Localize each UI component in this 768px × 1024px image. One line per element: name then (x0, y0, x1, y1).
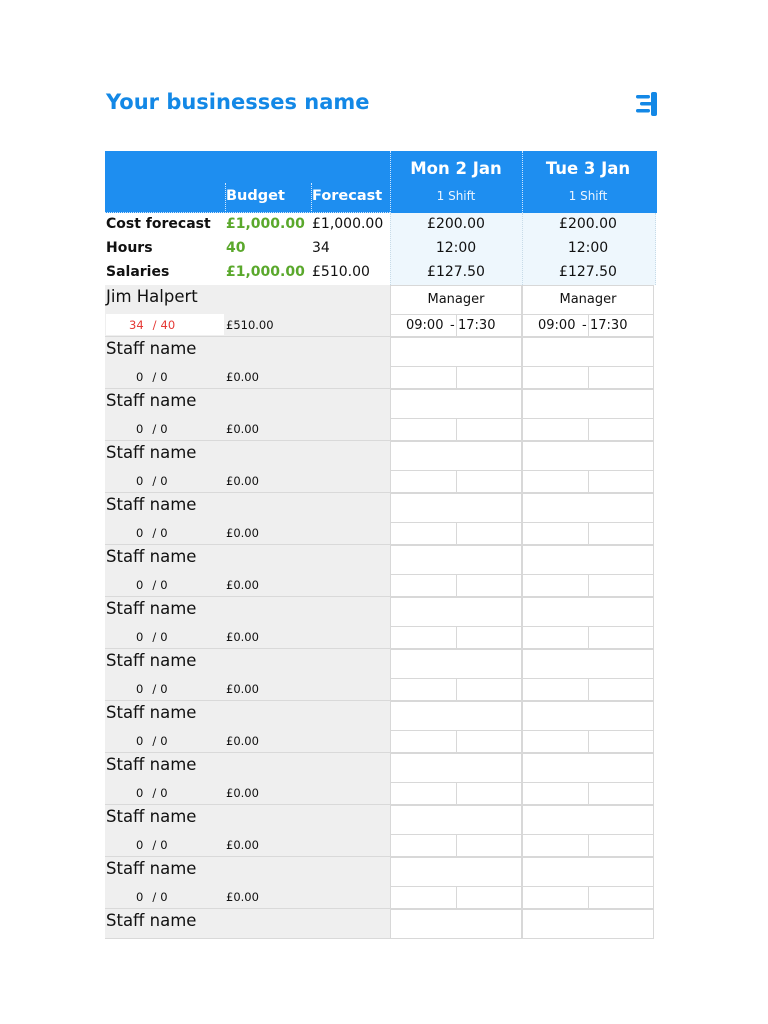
shift-end-time: 17:30 (590, 318, 628, 333)
staff-name[interactable]: Staff name (106, 911, 197, 930)
staff-row (105, 337, 657, 389)
summary-forecast: 34 (312, 240, 330, 256)
shift-time-cell[interactable] (390, 314, 522, 337)
time-split (588, 783, 589, 804)
staff-name[interactable]: Staff name (106, 703, 197, 722)
day-header-mon[interactable]: Mon 2 Jan (410, 159, 502, 178)
staff-row (105, 701, 657, 753)
staff-salary: £0.00 (226, 526, 259, 540)
hours-done: 0 (136, 526, 144, 540)
summary-forecast: £510.00 (312, 264, 370, 280)
shift-time-cell[interactable] (390, 366, 522, 389)
shift-role-cell[interactable] (390, 545, 522, 575)
shift-time-cell[interactable] (390, 834, 522, 857)
time-split (588, 523, 589, 544)
hours-separator: / (152, 682, 157, 696)
staff-info-panel (105, 337, 390, 389)
staff-name[interactable]: Staff name (106, 443, 197, 462)
hours-done: 0 (136, 734, 144, 748)
summary-label: Cost forecast (106, 216, 211, 232)
time-split (588, 679, 589, 700)
summary-day-value: 12:00 (567, 240, 609, 256)
shift-role-cell[interactable] (522, 545, 654, 575)
staff-salary: £0.00 (226, 682, 259, 696)
staff-salary: £510.00 (226, 318, 274, 332)
shift-role-cell[interactable] (390, 701, 522, 731)
shift-time-cell[interactable] (522, 314, 654, 337)
shift-role-cell[interactable] (522, 441, 654, 471)
staff-salary: £0.00 (226, 370, 259, 384)
shift-role-cell[interactable] (390, 805, 522, 835)
shift-role-cell[interactable] (522, 337, 654, 367)
shift-role-cell[interactable] (390, 337, 522, 367)
summary-budget: £1,000.00 (226, 216, 305, 232)
hours-separator: / (152, 578, 157, 592)
shift-role-cell[interactable] (522, 649, 654, 679)
summary-label: Salaries (106, 264, 170, 280)
time-split (456, 627, 457, 648)
summary-budget: £1,000.00 (226, 264, 305, 280)
time-split (588, 575, 589, 596)
staff-row (105, 649, 657, 701)
hours-separator: / (152, 734, 157, 748)
time-split (456, 887, 457, 908)
hours-separator: / (152, 370, 157, 384)
shift-time-cell[interactable] (390, 574, 522, 597)
shift-role: Manager (559, 292, 617, 307)
staff-salary: £0.00 (226, 786, 259, 800)
shift-time-cell[interactable] (522, 782, 654, 805)
shift-role-cell[interactable] (522, 389, 654, 419)
staff-hours (136, 422, 168, 436)
shift-time-cell[interactable] (390, 470, 522, 493)
shift-role-cell[interactable] (390, 285, 522, 315)
shift-time-cell[interactable] (390, 678, 522, 701)
shift-time-cell[interactable] (390, 418, 522, 441)
staff-hours (136, 370, 168, 384)
shift-start-time: 09:00 (406, 318, 444, 333)
shift-start-time: 09:00 (538, 318, 576, 333)
summary-day-value: 12:00 (435, 240, 477, 256)
shift-role-cell[interactable] (390, 857, 522, 887)
shift-time-cell[interactable] (522, 522, 654, 545)
summary-forecast: £1,000.00 (312, 216, 384, 232)
shift-time-cell[interactable] (522, 574, 654, 597)
time-dash: - (582, 318, 587, 333)
shift-time-cell[interactable] (522, 886, 654, 909)
forecast-column-header: Forecast (312, 188, 383, 204)
hours-done: 0 (136, 682, 144, 696)
time-split (456, 523, 457, 544)
staff-salary: £0.00 (226, 630, 259, 644)
staff-row (105, 857, 657, 909)
time-split (588, 471, 589, 492)
staff-name[interactable]: Staff name (106, 495, 197, 514)
budget-column-header: Budget (226, 188, 285, 204)
hours-total: 0 (160, 630, 168, 644)
hours-total: 0 (160, 890, 168, 904)
hours-separator: / (152, 318, 157, 332)
shift-time-cell[interactable] (522, 418, 654, 441)
hours-done: 0 (136, 474, 144, 488)
staff-info-panel (105, 701, 390, 753)
hours-done: 0 (136, 370, 144, 384)
staff-info-panel (105, 597, 390, 649)
shift-role-cell[interactable] (522, 857, 654, 887)
hours-separator: / (152, 630, 157, 644)
time-split (588, 315, 589, 336)
staff-info-panel (105, 857, 390, 909)
time-split (588, 835, 589, 856)
staff-row (105, 545, 657, 597)
time-split (456, 419, 457, 440)
hours-total: 0 (160, 838, 168, 852)
shift-time-cell[interactable] (522, 730, 654, 753)
staff-name[interactable]: Staff name (106, 755, 197, 774)
hours-total: 0 (160, 578, 168, 592)
shift-time-cell[interactable] (390, 522, 522, 545)
shift-role-cell[interactable] (390, 597, 522, 627)
shift-role-cell[interactable] (390, 909, 522, 939)
shift-role-cell[interactable] (522, 493, 654, 523)
hours-total: 0 (160, 370, 168, 384)
staff-name[interactable]: Staff name (106, 339, 197, 358)
staff-salary: £0.00 (226, 474, 259, 488)
hours-total: 0 (160, 734, 168, 748)
shift-role-cell[interactable] (390, 441, 522, 471)
hours-separator: / (152, 786, 157, 800)
shift-role-cell[interactable] (522, 285, 654, 315)
shift-time-cell[interactable] (390, 626, 522, 649)
hours-separator: / (152, 838, 157, 852)
staff-info-panel (105, 441, 390, 493)
hours-done: 0 (136, 786, 144, 800)
time-split (456, 835, 457, 856)
time-split (588, 627, 589, 648)
summary-day-value: £127.50 (427, 264, 485, 280)
time-split (588, 731, 589, 752)
shift-time-cell[interactable] (522, 366, 654, 389)
time-split (456, 783, 457, 804)
shift-role-cell[interactable] (522, 805, 654, 835)
staff-hours (136, 526, 168, 540)
staff-row (105, 389, 657, 441)
staff-hours (136, 474, 168, 488)
hours-done: 0 (136, 630, 144, 644)
staff-hours (136, 838, 168, 852)
hours-separator: / (152, 474, 157, 488)
shift-time-cell[interactable] (390, 782, 522, 805)
staff-info-panel (105, 649, 390, 701)
time-split (456, 575, 457, 596)
hours-total: 0 (160, 474, 168, 488)
business-name-title: Your businesses name (106, 90, 370, 114)
time-dash: - (450, 318, 455, 333)
time-split (456, 471, 457, 492)
shift-role-cell[interactable] (390, 753, 522, 783)
shift-time-cell[interactable] (390, 886, 522, 909)
staff-info-panel (105, 753, 390, 805)
shift-role-cell[interactable] (522, 597, 654, 627)
staff-row (105, 493, 657, 545)
hours-separator: / (152, 526, 157, 540)
summary-label: Hours (106, 240, 153, 256)
staff-hours (136, 682, 168, 696)
summary-row-salaries (105, 261, 657, 285)
staff-hours (136, 734, 168, 748)
staff-hours (136, 786, 168, 800)
summary-day-value: £200.00 (427, 216, 485, 232)
staff-row (105, 805, 657, 857)
day-shift-count: 1 Shift (436, 189, 476, 203)
hours-separator: / (152, 890, 157, 904)
shift-time-cell[interactable] (522, 678, 654, 701)
staff-row (105, 285, 657, 337)
hours-done: 0 (136, 578, 144, 592)
time-split (588, 887, 589, 908)
summary-budget: 40 (226, 240, 246, 256)
summary-row-hours (105, 237, 657, 261)
hours-total: 0 (160, 422, 168, 436)
staff-info-panel (105, 493, 390, 545)
hours-separator: / (152, 422, 157, 436)
staff-row (105, 597, 657, 649)
staff-name[interactable]: Staff name (106, 807, 197, 826)
staff-salary: £0.00 (226, 422, 259, 436)
hours-done: 0 (136, 422, 144, 436)
staff-salary: £0.00 (226, 838, 259, 852)
shift-role-cell[interactable] (522, 753, 654, 783)
summary-day-value: £200.00 (559, 216, 617, 232)
staff-hours (136, 890, 168, 904)
staff-row (105, 753, 657, 805)
staff-info-panel (105, 805, 390, 857)
hours-done: 0 (136, 890, 144, 904)
staff-info-panel (105, 545, 390, 597)
shift-role-cell[interactable] (390, 649, 522, 679)
staff-name[interactable]: Jim Halpert (106, 287, 198, 306)
staff-info-panel (105, 285, 390, 337)
hours-total: 40 (160, 318, 176, 332)
day-header-tue[interactable]: Tue 3 Jan (545, 159, 631, 178)
staff-salary: £0.00 (226, 578, 259, 592)
staff-name[interactable]: Staff name (106, 547, 197, 566)
shift-end-time: 17:30 (458, 318, 496, 333)
staff-info-panel (105, 909, 390, 939)
staff-hours (136, 630, 168, 644)
time-split (456, 679, 457, 700)
staff-hours (129, 318, 175, 332)
hours-done: 34 (129, 318, 144, 332)
staff-name[interactable]: Staff name (106, 859, 197, 878)
shift-time-cell[interactable] (522, 834, 654, 857)
summary-row-cost (105, 213, 657, 237)
staff-salary: £0.00 (226, 890, 259, 904)
sheet-header (105, 151, 657, 213)
shift-time-cell[interactable] (522, 470, 654, 493)
hours-total: 0 (160, 786, 168, 800)
day-shift-count: 1 Shift (568, 189, 608, 203)
time-split (456, 315, 457, 336)
summary-day-value: £127.50 (559, 264, 617, 280)
staff-hours (136, 578, 168, 592)
time-split (456, 731, 457, 752)
time-split (456, 367, 457, 388)
shift-role: Manager (427, 292, 485, 307)
time-split (588, 419, 589, 440)
shift-role-cell[interactable] (522, 909, 654, 939)
shift-role-cell[interactable] (390, 493, 522, 523)
staff-name[interactable]: Staff name (106, 391, 197, 410)
hours-done: 0 (136, 838, 144, 852)
shift-time-cell[interactable] (390, 730, 522, 753)
staff-name[interactable]: Staff name (106, 599, 197, 618)
shift-role-cell[interactable] (522, 701, 654, 731)
time-split (588, 367, 589, 388)
hours-total: 0 (160, 526, 168, 540)
shift-role-cell[interactable] (390, 389, 522, 419)
staff-name[interactable]: Staff name (106, 651, 197, 670)
shift-time-cell[interactable] (522, 626, 654, 649)
staff-row (105, 441, 657, 493)
staff-row (105, 909, 657, 939)
staff-info-panel (105, 389, 390, 441)
hours-total: 0 (160, 682, 168, 696)
rota-logo-icon (636, 92, 658, 116)
staff-salary: £0.00 (226, 734, 259, 748)
